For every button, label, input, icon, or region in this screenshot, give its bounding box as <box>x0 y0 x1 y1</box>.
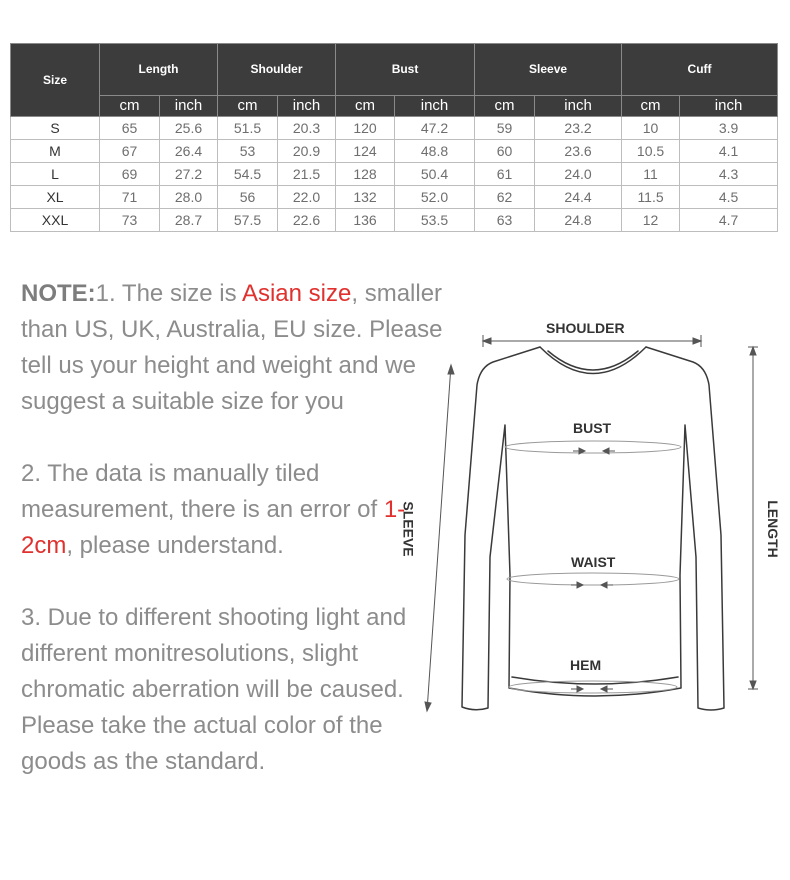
measurement-cell: 4.5 <box>680 186 778 209</box>
table-row <box>11 140 778 163</box>
measurement-cell: 21.5 <box>278 163 336 186</box>
measurement-cell: 63 <box>475 209 535 232</box>
unit-header-cm: cm <box>622 95 680 116</box>
measurement-cell: 24.8 <box>535 209 622 232</box>
measurement-cell: 136 <box>336 209 395 232</box>
sleeve-label: SLEEVE <box>400 501 417 557</box>
measurement-cell: 22.6 <box>278 209 336 232</box>
measurement-cell: 10.5 <box>622 140 680 163</box>
measurement-cell: 53 <box>218 140 278 163</box>
measurement-cell: 26.4 <box>160 140 218 163</box>
measurement-cell: 11 <box>622 163 680 186</box>
measurement-cell: 71 <box>100 186 160 209</box>
unit-header-cm: cm <box>336 95 395 116</box>
measurement-cell: 69 <box>100 163 160 186</box>
measurement-cell: 4.7 <box>680 209 778 232</box>
measurement-cell: 48.8 <box>395 140 475 163</box>
note-paragraph-1 <box>21 276 451 420</box>
sleeve-header: Sleeve <box>475 44 622 96</box>
measurement-cell: 57.5 <box>218 209 278 232</box>
length-header: Length <box>100 44 218 96</box>
measurement-cell: 60 <box>475 140 535 163</box>
measurement-cell: 24.4 <box>535 186 622 209</box>
length-label: LENGTH <box>764 500 781 558</box>
measurement-cell: 28.0 <box>160 186 218 209</box>
size-cell: L <box>11 163 100 186</box>
unit-header-inch: inch <box>395 95 475 116</box>
measurement-cell: 47.2 <box>395 117 475 140</box>
size-header: Size <box>11 44 100 117</box>
table-row <box>11 186 778 209</box>
size-cell: XL <box>11 186 100 209</box>
unit-header-inch: inch <box>535 95 622 116</box>
bust-label: BUST <box>573 420 612 436</box>
measurement-cell: 20.3 <box>278 117 336 140</box>
note-1-text-a: 1. The size is <box>95 280 242 307</box>
note-paragraph-3: 3. Due to different shooting light and different monitresolutions, slight chromatic aberration will be caused. Please take the actual color of the goods as the standard. <box>21 604 407 775</box>
measurement-cell: 52.0 <box>395 186 475 209</box>
cuff-header: Cuff <box>622 44 778 96</box>
shoulder-label: SHOULDER <box>546 320 625 336</box>
size-chart-table <box>10 43 778 232</box>
size-cell: S <box>11 117 100 140</box>
unit-header-inch: inch <box>680 95 778 116</box>
note-paragraph-2 <box>21 456 451 564</box>
measurement-cell: 3.9 <box>680 117 778 140</box>
unit-header-cm: cm <box>218 95 278 116</box>
measurement-cell: 23.2 <box>535 117 622 140</box>
table-row <box>11 117 778 140</box>
size-cell: M <box>11 140 100 163</box>
note-2-text-b: , please understand. <box>66 532 284 559</box>
measurement-cell: 50.4 <box>395 163 475 186</box>
table-row <box>11 209 778 232</box>
hem-label: HEM <box>570 657 602 673</box>
unit-header-cm: cm <box>100 95 160 116</box>
measurement-cell: 56 <box>218 186 278 209</box>
measurement-cell: 128 <box>336 163 395 186</box>
measurement-cell: 23.6 <box>535 140 622 163</box>
waist-label: WAIST <box>571 554 616 570</box>
measurement-cell: 25.6 <box>160 117 218 140</box>
measurement-cell: 61 <box>475 163 535 186</box>
measurement-cell: 65 <box>100 117 160 140</box>
measurement-cell: 22.0 <box>278 186 336 209</box>
unit-header-inch: inch <box>278 95 336 116</box>
measurement-cell: 53.5 <box>395 209 475 232</box>
measurement-cell: 12 <box>622 209 680 232</box>
measurement-cell: 124 <box>336 140 395 163</box>
measurement-cell: 10 <box>622 117 680 140</box>
unit-header-inch: inch <box>160 95 218 116</box>
measurement-diagram <box>395 305 785 725</box>
unit-header-cm: cm <box>475 95 535 116</box>
measurement-cell: 51.5 <box>218 117 278 140</box>
measurement-cell: 62 <box>475 186 535 209</box>
measurement-cell: 4.3 <box>680 163 778 186</box>
size-cell: XXL <box>11 209 100 232</box>
note-2-text-a: 2. The data is manually tiled measurement, there is an error of <box>21 460 384 523</box>
shoulder-header: Shoulder <box>218 44 336 96</box>
measurement-cell: 73 <box>100 209 160 232</box>
measurement-cell: 132 <box>336 186 395 209</box>
asian-size-highlight: Asian size <box>241 280 352 307</box>
size-note <box>21 276 451 816</box>
measurement-cell: 4.1 <box>680 140 778 163</box>
table-row <box>11 163 778 186</box>
error-range-highlight: 1-2cm <box>21 496 406 559</box>
measurement-cell: 67 <box>100 140 160 163</box>
measurement-cell: 20.9 <box>278 140 336 163</box>
measurement-cell: 11.5 <box>622 186 680 209</box>
bust-header: Bust <box>336 44 475 96</box>
note-1-text-b: , smaller than US, UK, Australia, EU size. Please tell us your height and weight and we suggest a suitable size for you <box>21 280 443 415</box>
measurement-cell: 28.7 <box>160 209 218 232</box>
note-label: NOTE: <box>21 280 96 307</box>
measurement-cell: 27.2 <box>160 163 218 186</box>
measurement-cell: 120 <box>336 117 395 140</box>
measurement-cell: 54.5 <box>218 163 278 186</box>
measurement-cell: 59 <box>475 117 535 140</box>
measurement-cell: 24.0 <box>535 163 622 186</box>
